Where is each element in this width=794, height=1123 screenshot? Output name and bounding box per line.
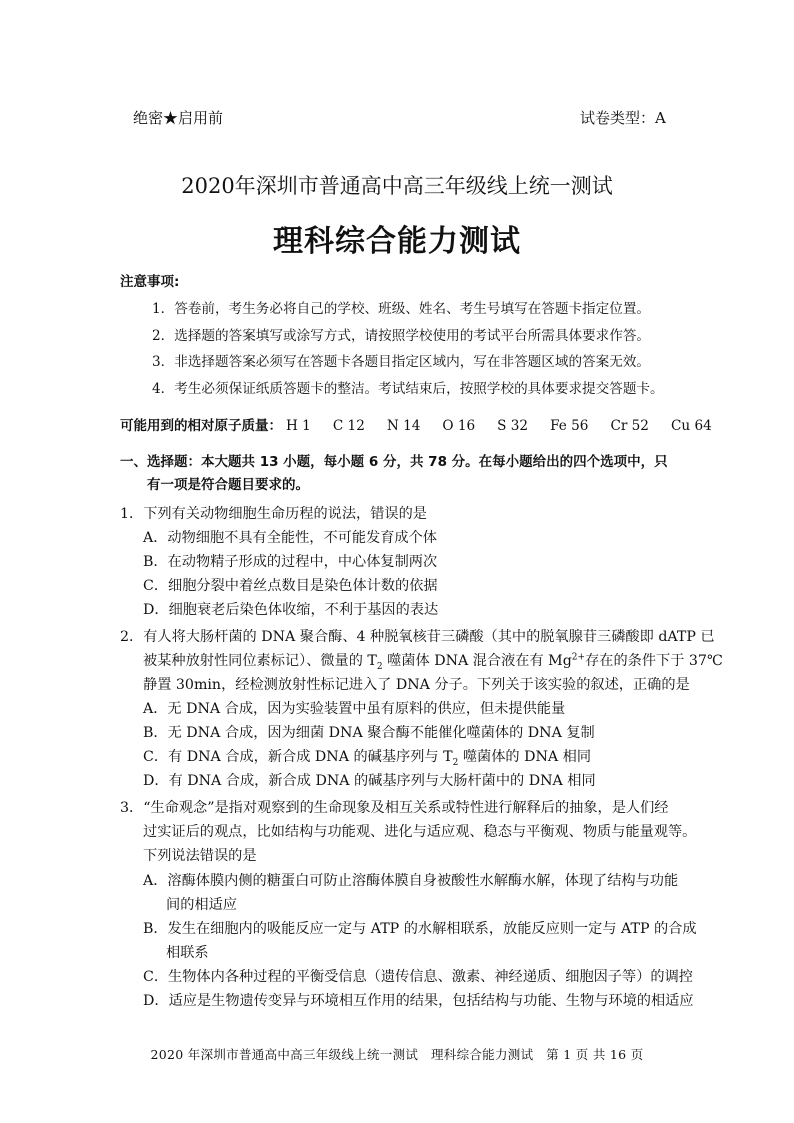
question-2-stem-line2 — [143, 650, 723, 672]
atomic-mass-value: H 1 — [286, 418, 311, 434]
atomic-mass-label: 可能用到的相对原子质量： — [120, 418, 282, 434]
question-3-stem-line1: 3．“生命观念”是指对观察到的生命现象及相互关系或特性进行解释后的抽象，是人们经 — [120, 800, 669, 816]
notice-item: 3．非选择题答案必须写在答题卡各题目指定区域内，写在非答题区域的答案无效。 — [152, 354, 651, 370]
question-3-option-b: B．发生在细胞内的吸能反应一定与 ATP 的水解相联系，放能反应则一定与 ATP 的合成 — [143, 921, 697, 937]
question-1-option-c: C．细胞分裂中着丝点数目是染色体计数的依据 — [143, 578, 438, 594]
question-3-option-b-cont: 相联系 — [166, 945, 209, 961]
question-2-stem-line3: 静置 30min，经检测放射性标记进入了 DNA 分子。下列关于该实验的叙述，正确的是 — [143, 677, 690, 693]
notice-item: 1．答卷前，考生务必将自己的学校、班级、姓名、考生号填写在答题卡指定位置。 — [152, 301, 651, 317]
page-footer: 2020 年深圳市普通高中高三年级线上统一测试 理科综合能力测试 第 1 页 共 16 页 — [150, 1047, 644, 1062]
notice-item: 4．考生必须保证纸质答题卡的整洁。考试结束后，按照学校的具体要求提交答题卡。 — [152, 381, 664, 397]
atomic-mass-value: N 14 — [386, 418, 421, 434]
question-2-option-d: D．有 DNA 合成，新合成 DNA 的碱基序列与大肠杆菌中的 DNA 相同 — [143, 773, 596, 789]
question-3-option-a-cont: 间的相适应 — [166, 897, 237, 913]
subscript: 2 — [376, 661, 383, 672]
question-3-option-d: D．适应是生物遗传变异与环境相互作用的结果，包括结构与功能、生物与环境的相适应 — [143, 993, 694, 1009]
atomic-mass-value: S 32 — [497, 418, 529, 434]
question-1-option-b: B．在动物精子形成的过程中，中心体复制两次 — [143, 554, 438, 570]
exam-subtitle: 理科综合能力测试 — [273, 224, 521, 259]
atomic-mass-value: Cu 64 — [670, 418, 712, 434]
text-run: 存在的条件下于 37℃ — [585, 653, 723, 669]
atomic-mass-line — [120, 414, 734, 434]
text-run: 噬菌体的 DNA 相同 — [458, 749, 592, 765]
confidential-label: 绝密★启用前 — [133, 109, 224, 127]
question-1-option-d: D．细胞衰老后染色体收缩，不利于基因的表达 — [143, 602, 439, 618]
notice-item: 2．选择题的答案填写或涂写方式，请按照学校使用的考试平台所需具体要求作答。 — [152, 328, 651, 344]
text-run: C．有 DNA 合成，新合成 DNA 的碱基序列与 T — [143, 749, 453, 765]
question-1-option-a: A．动物细胞不具有全能性，不可能发育成个体 — [143, 530, 437, 546]
text-run: 被某种放射性同位素标记）、微量的 T — [143, 653, 377, 669]
question-2-option-a: A．无 DNA 合成，因为实验装置中虽有原料的供应，但未提供能量 — [143, 701, 566, 717]
question-3-option-a: A．溶酶体膜内侧的糖蛋白可防止溶酶体膜自身被酸性水解酶水解，体现了结构与功能 — [143, 873, 679, 889]
notice-heading: 注意事项: — [120, 274, 180, 290]
question-3-stem-line2: 过实证后的观点，比如结构与功能观、进化与适应观、稳态与平衡观、物质与能量观等。 — [143, 824, 697, 840]
text-run: 噬菌体 DNA 混合液在有 Mg — [382, 653, 572, 669]
question-3-stem-line3: 下列说法错误的是 — [143, 848, 257, 864]
paper-type-label: 试卷类型：A — [580, 109, 666, 127]
question-2-option-c — [143, 746, 591, 768]
exam-title: 2020年深圳市普通高中高三年级线上统一测试 — [181, 174, 613, 198]
atomic-mass-value: O 16 — [442, 418, 476, 434]
question-2-stem-line1: 2．有人将大肠杆菌的 DNA 聚合酶、4 种脱氧核苷三磷酸（其中的脱氧腺苷三磷酸即 dATP 已 — [120, 629, 715, 645]
superscript: 2+ — [571, 652, 586, 663]
atomic-mass-value: Cr 52 — [610, 418, 649, 434]
subscript: 2 — [452, 757, 459, 768]
atomic-mass-value: C 12 — [332, 418, 365, 434]
section-heading: 一、选择题：本大题共 13 小题，每小题 6 分，共 78 分。在每小题给出的四个选项中，只 — [120, 454, 668, 470]
atomic-mass-value: Fe 56 — [550, 418, 589, 434]
question-2-option-b: B．无 DNA 合成，因为细菌 DNA 聚合酶不能催化噬菌体的 DNA 复制 — [143, 725, 595, 741]
question-3-option-c: C．生物体内各种过程的平衡受信息（遗传信息、激素、神经递质、细胞因子等）的调控 — [143, 969, 693, 985]
section-heading-cont: 有一项是符合题目要求的。 — [147, 477, 309, 493]
question-1-stem: 1．下列有关动物细胞生命历程的说法，错误的是 — [120, 506, 427, 522]
